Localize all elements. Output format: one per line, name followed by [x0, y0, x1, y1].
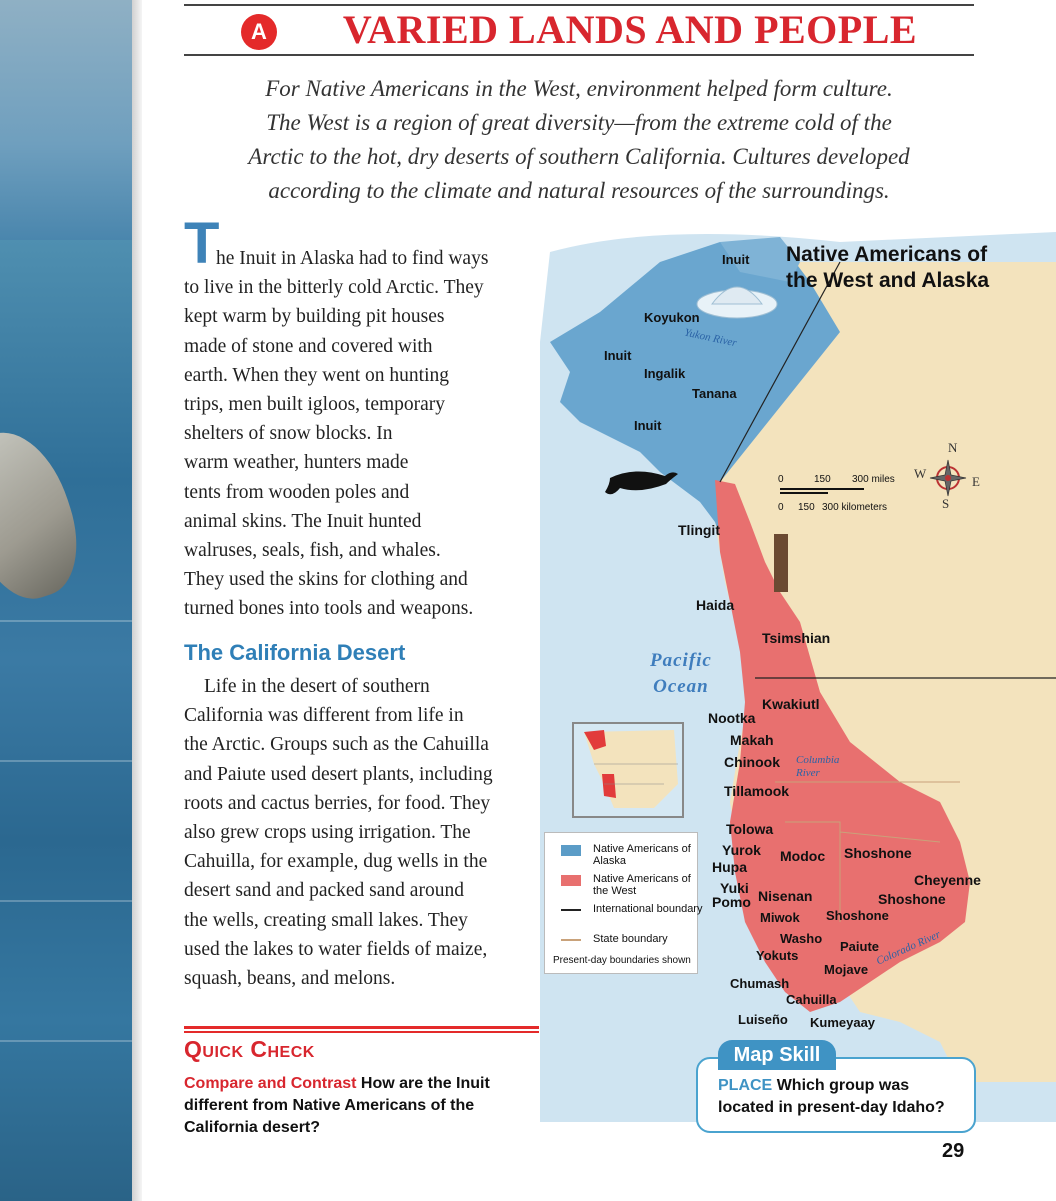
map-skill-tab: Map Skill: [718, 1040, 836, 1070]
page-title: VARIED LANDS AND PEOPLE: [342, 7, 918, 52]
quick-check-rule: [184, 1031, 539, 1033]
section-heading: The California Desert: [184, 640, 406, 665]
text-line: and Paiute used desert plants, including: [184, 763, 493, 785]
quick-check-body: How are the Inuit different from Native Americans of the California desert?: [184, 1075, 490, 1136]
map-label: Inuit: [604, 348, 632, 363]
map-skill-body: Which group was located in present-day Idaho?: [718, 1077, 945, 1116]
text-line: trips, men built igloos, temporary: [184, 394, 446, 416]
text-line: animal skins. The Inuit hunted: [184, 510, 422, 532]
intro-line: For Native Americans in the West, environment helped form culture.: [265, 76, 893, 101]
compass-label: N: [948, 440, 958, 455]
map-label: Haida: [696, 597, 735, 613]
page-gutter: [132, 0, 142, 1201]
text-line: shelters of snow blocks. In: [184, 423, 393, 445]
intro-paragraph: [184, 72, 974, 208]
intro-line: according to the climate and natural resources of the surroundings.: [268, 178, 890, 203]
drop-cap: T: [184, 211, 220, 276]
compass-icon: [928, 458, 968, 498]
text-line: earth. When they went on hunting: [184, 364, 449, 386]
text-line: California was different from life in: [184, 705, 464, 727]
map-label: Luiseño: [738, 1012, 788, 1027]
page-number: 29: [942, 1140, 965, 1162]
quick-check-rule: [184, 1026, 539, 1029]
legend-swatch: [561, 939, 581, 941]
text-line: walruses, seals, fish, and whales.: [184, 540, 441, 562]
text-line: roots and cactus berries, for food. They: [184, 792, 491, 814]
compass-label: W: [914, 466, 927, 481]
map-label: Columbia River: [796, 754, 840, 779]
map-label: Chinook: [724, 754, 780, 770]
map-label: Tsimshian: [762, 630, 831, 646]
text-line: squash, beans, and melons.: [184, 968, 396, 990]
ocean-label-line: Ocean: [653, 676, 709, 697]
text-line: used the lakes to water fields of maize,: [184, 938, 488, 960]
map-label: Inuit: [634, 418, 662, 433]
map-label: Pomo: [712, 894, 751, 910]
text-line: the Arctic. Groups such as the Cahuilla: [184, 734, 489, 756]
map-label: Shoshone: [844, 845, 912, 861]
compass-label: E: [972, 474, 980, 489]
map-label: Tolowa: [726, 821, 774, 837]
text-line: Life in the desert of southern: [204, 676, 430, 697]
legend-swatch: [561, 875, 581, 886]
map-label: Tanana: [692, 386, 737, 401]
map-label: Paiute: [840, 939, 880, 954]
map-label: Colorado River: [874, 928, 943, 968]
map-label: Cheyenne: [914, 872, 981, 888]
text-line: made of stone and covered with: [184, 335, 433, 357]
map-label: Kwakiutl: [762, 696, 820, 712]
totem-icon: [774, 534, 788, 592]
wave-line: [0, 620, 132, 622]
lesson-badge: A: [241, 14, 277, 50]
map-legend: [544, 832, 703, 974]
legend-swatch: [561, 909, 581, 911]
photo-sky: [0, 0, 132, 240]
map-label: Tlingit: [678, 522, 720, 538]
scale-bar-line: [780, 488, 864, 490]
map-label: Makah: [730, 732, 774, 748]
quick-check-title: Quick Check: [184, 1036, 315, 1062]
map-label: Kumeyaay: [810, 1015, 876, 1030]
map-title: [786, 242, 1056, 294]
intro-line: The West is a region of great diversity—from the extreme cold of the: [266, 110, 892, 135]
desert-paragraph: [184, 672, 493, 993]
locator-inset-map: [572, 722, 684, 818]
legend-label: Native Americans of Alaska: [593, 843, 691, 867]
map-label: Cahuilla: [786, 992, 837, 1007]
text-line: the wells, creating small lakes. They: [184, 909, 468, 931]
map-label: Nootka: [708, 710, 756, 726]
scale-tick-label: 300 kilometers: [822, 502, 888, 513]
text-line: tents from wooden poles and: [184, 481, 410, 503]
header-rule-bottom: [184, 54, 974, 56]
map-label: Koyukon: [644, 310, 700, 325]
map-label: Nisenan: [758, 888, 813, 904]
text-line: he Inuit in Alaska had to find ways: [216, 248, 489, 269]
map-label: Yokuts: [756, 948, 799, 963]
map-label: Mojave: [824, 962, 869, 977]
quick-check-lead: Compare and Contrast: [184, 1075, 357, 1092]
map-label: Inuit: [722, 252, 750, 267]
quick-check-question: [184, 1073, 534, 1139]
inset-graphic: [574, 724, 682, 816]
whale-image: [0, 419, 94, 612]
ocean-photo: [0, 0, 132, 1201]
compass-rose: [914, 440, 980, 511]
map-label: Hupa: [712, 859, 747, 875]
legend-label: Native Americans of the West: [593, 873, 691, 897]
inuit-paragraph: [184, 244, 488, 624]
text-line: also grew crops using irrigation. The: [184, 822, 471, 844]
map-label: Chumash: [730, 976, 790, 991]
ocean-label: [650, 648, 712, 700]
scale-tick-label: 300 miles: [852, 474, 895, 485]
map-label: Yuki: [720, 880, 749, 896]
text-line: kept warm by building pit houses: [184, 306, 445, 328]
map-label: Yukon River: [683, 326, 738, 350]
legend-footnote: Present-day boundaries shown: [553, 955, 691, 966]
text-line: They used the skins for clothing and: [184, 569, 468, 591]
wave-line: [0, 760, 132, 762]
legend-label: International boundary: [593, 903, 703, 915]
wave-line: [0, 900, 132, 902]
ocean-label-line: Pacific: [650, 650, 712, 671]
map-label: Shoshone: [878, 891, 946, 907]
map-label: Shoshone: [826, 908, 889, 923]
scale-tick-label: 0: [778, 502, 784, 513]
text-line: to live in the bitterly cold Arctic. They: [184, 277, 484, 299]
map-label: Yurok: [722, 842, 761, 858]
map-label: Modoc: [780, 848, 826, 864]
scale-tick-label: 150: [798, 502, 815, 513]
map-title-line: the West and Alaska: [786, 269, 990, 292]
map-skill-question: [718, 1075, 968, 1119]
scale-tick-label: 150: [814, 474, 831, 485]
map-scale: [778, 474, 898, 514]
map-label: Washo: [780, 931, 823, 946]
map-label: Miwok: [760, 910, 800, 925]
scale-bar-line: [780, 492, 828, 494]
wave-line: [0, 1040, 132, 1042]
map-label: Tillamook: [724, 783, 790, 799]
text-line: turned bones into tools and weapons.: [184, 598, 474, 620]
map-figure: [540, 222, 1056, 1122]
compass-label: S: [942, 496, 950, 511]
scale-tick-label: 0: [778, 474, 784, 485]
intro-line: Arctic to the hot, dry deserts of southern California. Cultures developed: [248, 144, 910, 169]
text-line: Cahuilla, for example, dug wells in the: [184, 851, 488, 873]
map-title-line: Native Americans of: [786, 243, 988, 266]
map-skill-keyword: PLACE: [718, 1077, 773, 1094]
map-label: Ingalik: [644, 366, 686, 381]
text-line: warm weather, hunters made: [184, 452, 409, 474]
legend-label: State boundary: [593, 933, 668, 945]
text-line: desert sand and packed sand around: [184, 880, 464, 902]
legend-swatch: [561, 845, 581, 856]
